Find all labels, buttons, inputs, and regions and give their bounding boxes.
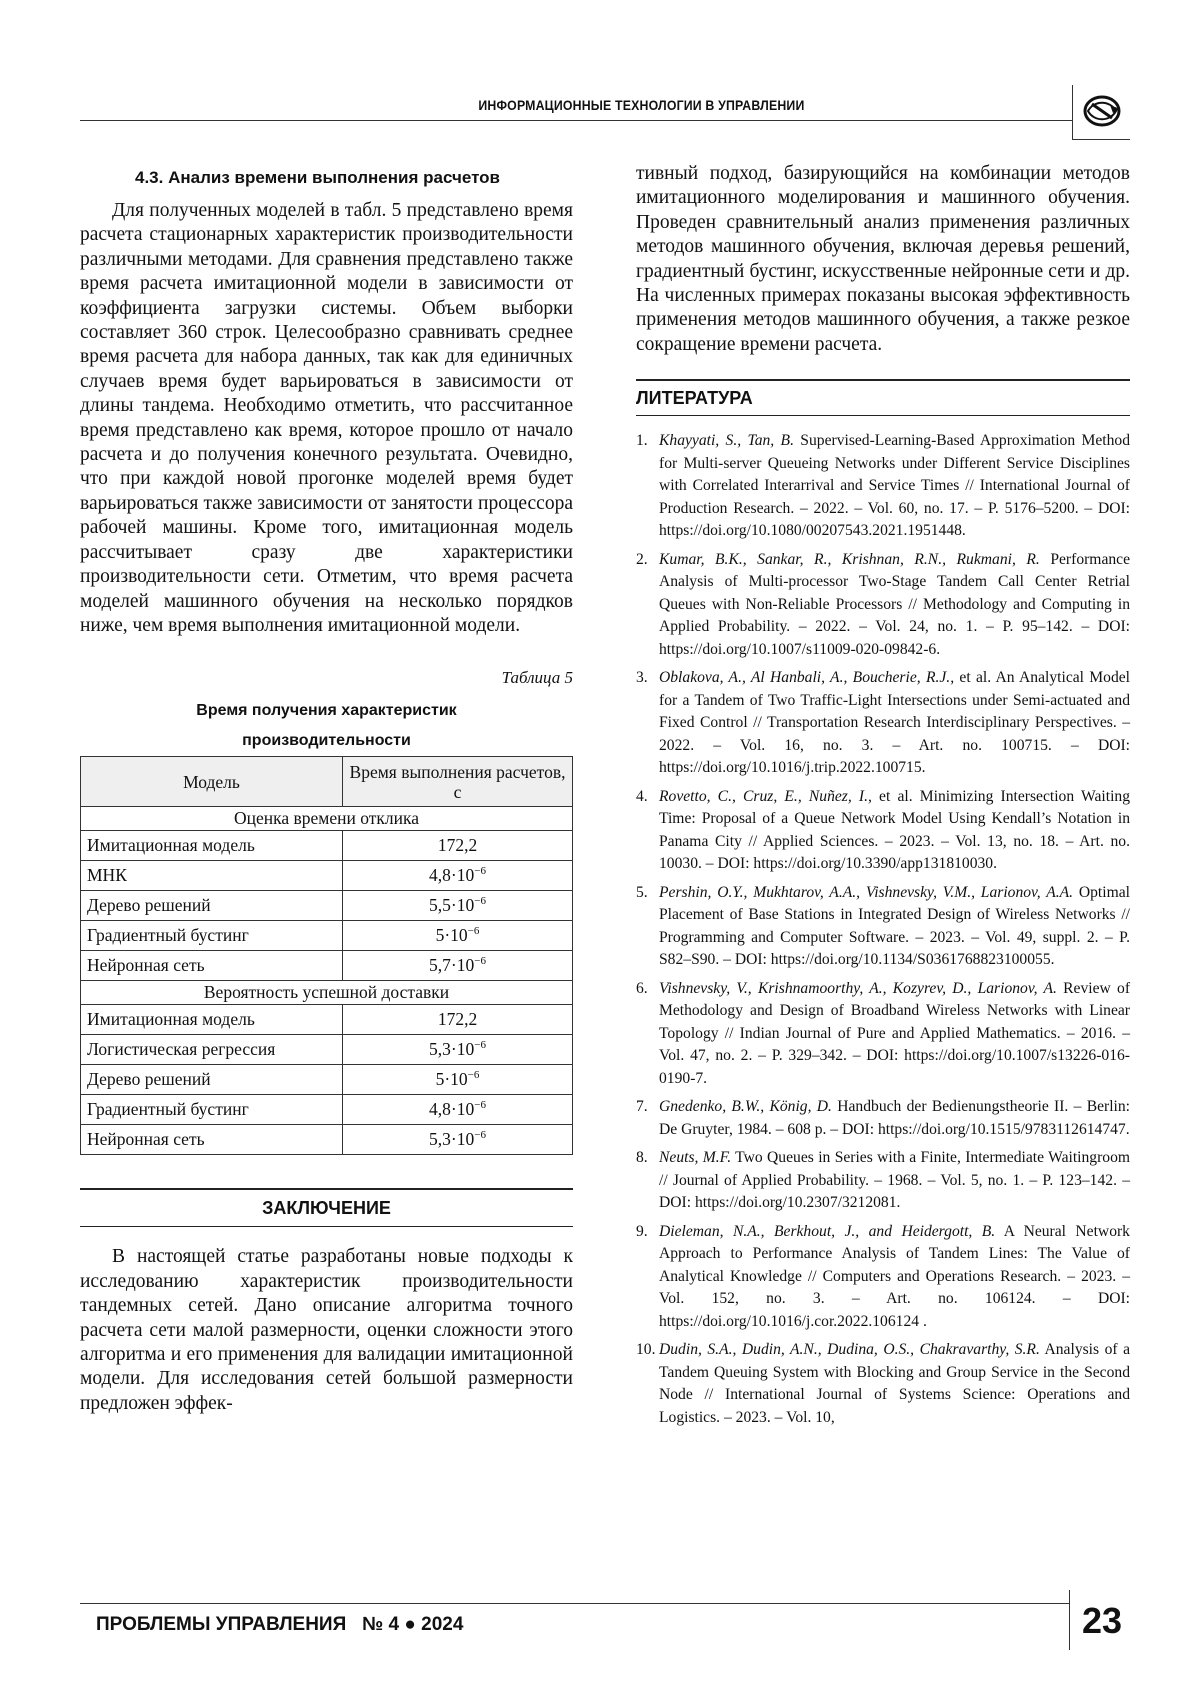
reference-text: Supervised-Learning-Based Approximation Method for Multi-server Queueing Networks under Different Service Disciplines with Correlated Interarrival and Service Times // International Journal of Production Research. – 2022. – Vol. 60, no. 17. – P. 5176–5200. – DOI: https://doi.org/10.1080/00207543.2021.1951448. <box>659 432 1130 540</box>
reference-text: A Neural Network Approach to Performance Analysis of Tandem Lines: The Value of Analytical Knowledge // Computers and Operations Research. – 2023. – Vol. 152, no. 3. – Art. no. 106124. – DOI: https://doi.org/10.1016/j.cor.2022.106124 . <box>659 1222 1130 1330</box>
reference-text: Review of Methodology and Design of Broadband Wireless Networks with Linear Topology // Indian Journal of Pure and Applied Mathematics. – 2016. – Vol. 47, no. 2. – P. 329–342. – DOI: https://doi.org/10.1007/s13226-016-0190-7. <box>659 979 1131 1087</box>
reference-item <box>636 882 1130 972</box>
reference-item <box>636 978 1130 1091</box>
table-row <box>81 891 573 921</box>
reference-text: Handbuch der Bedienungstheorie II. – Berlin: De Gruyter, 1984. – 608 p. – DOI: https://doi.org/10.1515/9783112614747. <box>659 1098 1130 1138</box>
reference-item <box>636 1221 1130 1334</box>
reference-number: 4. <box>636 787 648 805</box>
column-header-time: Время выполнения расчетов, с <box>343 757 573 807</box>
reference-number: 2. <box>636 550 648 568</box>
time-cell: $5\cdot 10^{-6}$ <box>343 921 573 951</box>
time-cell: $5\cdot 10^{-6}$ <box>343 1065 573 1095</box>
footer-rule <box>80 1603 1070 1604</box>
reference-item <box>636 1147 1130 1215</box>
reference-authors: Rovetto, C., Cruz, E., Nuñez, I., <box>659 787 872 805</box>
reference-item <box>636 667 1130 780</box>
table-row <box>81 1125 573 1155</box>
table-row <box>81 951 573 981</box>
reference-text: Performance Analysis of Multi-processor Two-Stage Tandem Call Center Retrial Queues with Non-Reliable Processors // Methodology and Computing in Applied Probability. – 2022. – Vol. 24, no. 1. – P. 95–142. – DOI: https://doi.org/10.1007/s11009-020-09842-6. <box>659 550 1130 658</box>
time-cell: $4,8\cdot 10^{-6}$ <box>343 861 573 891</box>
reference-authors: Vishnevsky, V., Krishnamoorthy, A., Kozyrev, D., Larionov, A. <box>659 979 1057 997</box>
timing-table <box>80 756 573 1155</box>
model-cell: Дерево решений <box>81 891 343 921</box>
reference-number: 6. <box>636 979 648 997</box>
page-number: 23 <box>1081 1600 1123 1641</box>
table-row <box>81 1065 573 1095</box>
column-header-model: Модель <box>81 757 343 807</box>
model-cell: Имитационная модель <box>81 831 343 861</box>
time-cell: 172,2 <box>343 1005 573 1035</box>
running-title: ИНФОРМАЦИОННЫЕ ТЕХНОЛОГИИ В УПРАВЛЕНИИ <box>478 97 805 113</box>
reference-authors: Kumar, B.K., Sankar, R., Krishnan, R.N., Rukmani, R. <box>659 550 1040 568</box>
table-row <box>81 831 573 861</box>
model-cell: Градиентный бустинг <box>81 921 343 951</box>
time-cell: 172,2 <box>343 831 573 861</box>
model-cell: Дерево решений <box>81 1065 343 1095</box>
time-cell: $4,8\cdot 10^{-6}$ <box>343 1095 573 1125</box>
table-title-line2: производительности <box>242 732 411 750</box>
table-row <box>81 861 573 891</box>
reference-authors: Khayyati, S., Tan, B. <box>659 432 794 450</box>
reference-text: Two Queues in Series with a Finite, Intermediate Waitingroom // Journal of Applied Probability. – 1968. – Vol. 5, no. 1. – P. 123–142. – DOI: https://doi.org/10.2307/3212081. <box>659 1149 1130 1212</box>
model-cell: Логистическая регрессия <box>81 1035 343 1065</box>
footer-divider <box>1069 1590 1070 1650</box>
reference-authors: Dudin, S.A., Dudin, A.N., Dudina, O.S., Chakravarthy, S.R. <box>659 1341 1040 1359</box>
table-row <box>81 1035 573 1065</box>
reference-item <box>636 549 1130 662</box>
header-logo-rule <box>1072 139 1130 140</box>
reference-authors: Neuts, M.F. <box>659 1149 732 1167</box>
time-cell: $5,3\cdot 10^{-6}$ <box>343 1125 573 1155</box>
body-paragraph: Для полученных моделей в табл. 5 представлено время расчета стационарных характеристик производительности различными методами. Для сравнения представлено также время расчета имитационной модели в зависимости от коэффициента загрузки системы. Объем выборки составляет 360 строк. Целесообразно сравнивать среднее время расчета для набора данных, так как для единичных случаев время будет варьироваться в зависимости от длины тандема. Необходимо отметить, что рассчитанное время представлено как время, которое прошло от начало расчета и до получения конечного результата. Очевидно, что при каждой новой прогонке моделей время будет варьироваться также зависимости от занятости процессора рабочей машины. Кроме того, имитационная модель рассчитывает сразу две характеристики производительности сети. Отметим, что время расчета моделей машинного обучения на несколько порядков ниже, чем время выполнения имитационной модели. <box>80 200 573 636</box>
model-cell: Имитационная модель <box>81 1005 343 1035</box>
reference-item <box>636 1096 1130 1141</box>
reference-item <box>636 430 1130 543</box>
table-row <box>81 921 573 951</box>
time-cell: $5,7\cdot 10^{-6}$ <box>343 951 573 981</box>
conclusion-continued-paragraph: тивный подход, базирующийся на комбинации методов имитационного моделирования и машинного обучения. Проведен сравнительный анализ применения различных методов машинного обучения, включая деревья решений, градиентный бустинг, искусственные нейронные сети и др. На численных примерах показаны высокая эффективность применения методов машинного обучения, а также резкое сокращение времени расчета. <box>636 163 1130 355</box>
table-row <box>81 1095 573 1125</box>
reference-number: 9. <box>636 1222 648 1240</box>
reference-item <box>636 786 1130 876</box>
model-cell: МНК <box>81 861 343 891</box>
time-cell: $5,3\cdot 10^{-6}$ <box>343 1035 573 1065</box>
journal-issue: ПРОБЛЕМЫ УПРАВЛЕНИЯ № 4 ● 2024 <box>96 1614 464 1635</box>
time-cell: $5,5\cdot 10^{-6}$ <box>343 891 573 921</box>
section-heading-4-3: 4.3. Анализ времени выполнения расчетов <box>135 168 501 187</box>
reference-text: et al. Minimizing Intersection Waiting Time: Proposal of a Queue Network Model Using Kendall’s Notation in Panama City // Applied Sciences. – 2023. – Vol. 13, no. 18. – Art. no. 10030. – DOI: https://doi.org/10.3390/app131810030. <box>659 787 1130 873</box>
reference-number: 5. <box>636 883 648 901</box>
model-cell: Нейронная сеть <box>81 1125 343 1155</box>
reference-number: 8. <box>636 1149 648 1167</box>
reference-item <box>636 1339 1130 1429</box>
literature-heading: ЛИТЕРАТУРА <box>636 388 753 409</box>
left-column <box>80 165 573 1416</box>
reference-text: et al. An Analytical Model for a Tandem of Two Traffic-Light Intersections under Semi-actuated and Fixed Control // Transportation Research Interdisciplinary Perspectives. – 2022. – Vol. 16, no. 3. – Art. no. 100715. – DOI: https://doi.org/10.1016/j.trip.2022.100715. <box>659 669 1131 777</box>
table-title-line1: Время получения характеристик <box>196 702 457 720</box>
conclusion-paragraph: В настоящей статье разработаны новые подходы к исследованию характеристик производительности тандемных сетей. Дано описание алгоритма точного расчета сети малой размерности, оценки сложности этого алгоритма и его применения для валидации имитационной модели. Для исследования сетей большой размерности предложен эффек- <box>80 1246 573 1414</box>
reference-authors: Oblakova, A., Al Hanbali, A., Boucherie, R.J., <box>659 669 955 687</box>
reference-text: Optimal Placement of Base Stations in Integrated Design of Wireless Networks // Programming and Computer Software. – 2023. – Vol. 49, suppl. 2. – P. S82–S90. – DOI: https://doi.org/10.1134/S0361768823100055. <box>659 883 1130 969</box>
table-row <box>81 1005 573 1035</box>
table-header-row <box>81 757 573 807</box>
reference-authors: Pershin, O.Y., Mukhtarov, A.A., Vishnevsky, V.M., Larionov, A.A. <box>659 883 1074 901</box>
header-divider <box>1072 85 1073 140</box>
reference-list <box>636 430 1130 1429</box>
conclusion-heading: ЗАКЛЮЧЕНИЕ <box>262 1198 391 1219</box>
reference-text: Analysis of a Tandem Queuing System with Blocking and Group Service in the Second Node // International Journal of Systems Science: Operations and Logistics. – 2023. – Vol. 10, <box>659 1341 1130 1426</box>
reference-authors: Gnedenko, B.W., König, D. <box>659 1098 832 1116</box>
model-cell: Нейронная сеть <box>81 951 343 981</box>
reference-number: 7. <box>636 1098 648 1116</box>
reference-number: 3. <box>636 669 648 687</box>
reference-number: 10. <box>636 1341 656 1359</box>
literature-bottom-rule <box>636 415 1130 416</box>
group-header-delivery-probability: Вероятность успешной доставки <box>81 981 573 1005</box>
table-caption: Таблица 5 <box>501 668 573 688</box>
header-rule <box>80 120 1072 121</box>
reference-authors: Dieleman, N.A., Berkhout, J., and Heidergott, B. <box>659 1222 996 1240</box>
model-cell: Градиентный бустинг <box>81 1095 343 1125</box>
journal-logo-icon <box>1080 92 1124 130</box>
conclusion-bottom-rule <box>80 1226 573 1227</box>
right-column <box>636 165 1130 1435</box>
reference-number: 1. <box>636 432 648 450</box>
group-header-response-time: Оценка времени отклика <box>81 807 573 831</box>
